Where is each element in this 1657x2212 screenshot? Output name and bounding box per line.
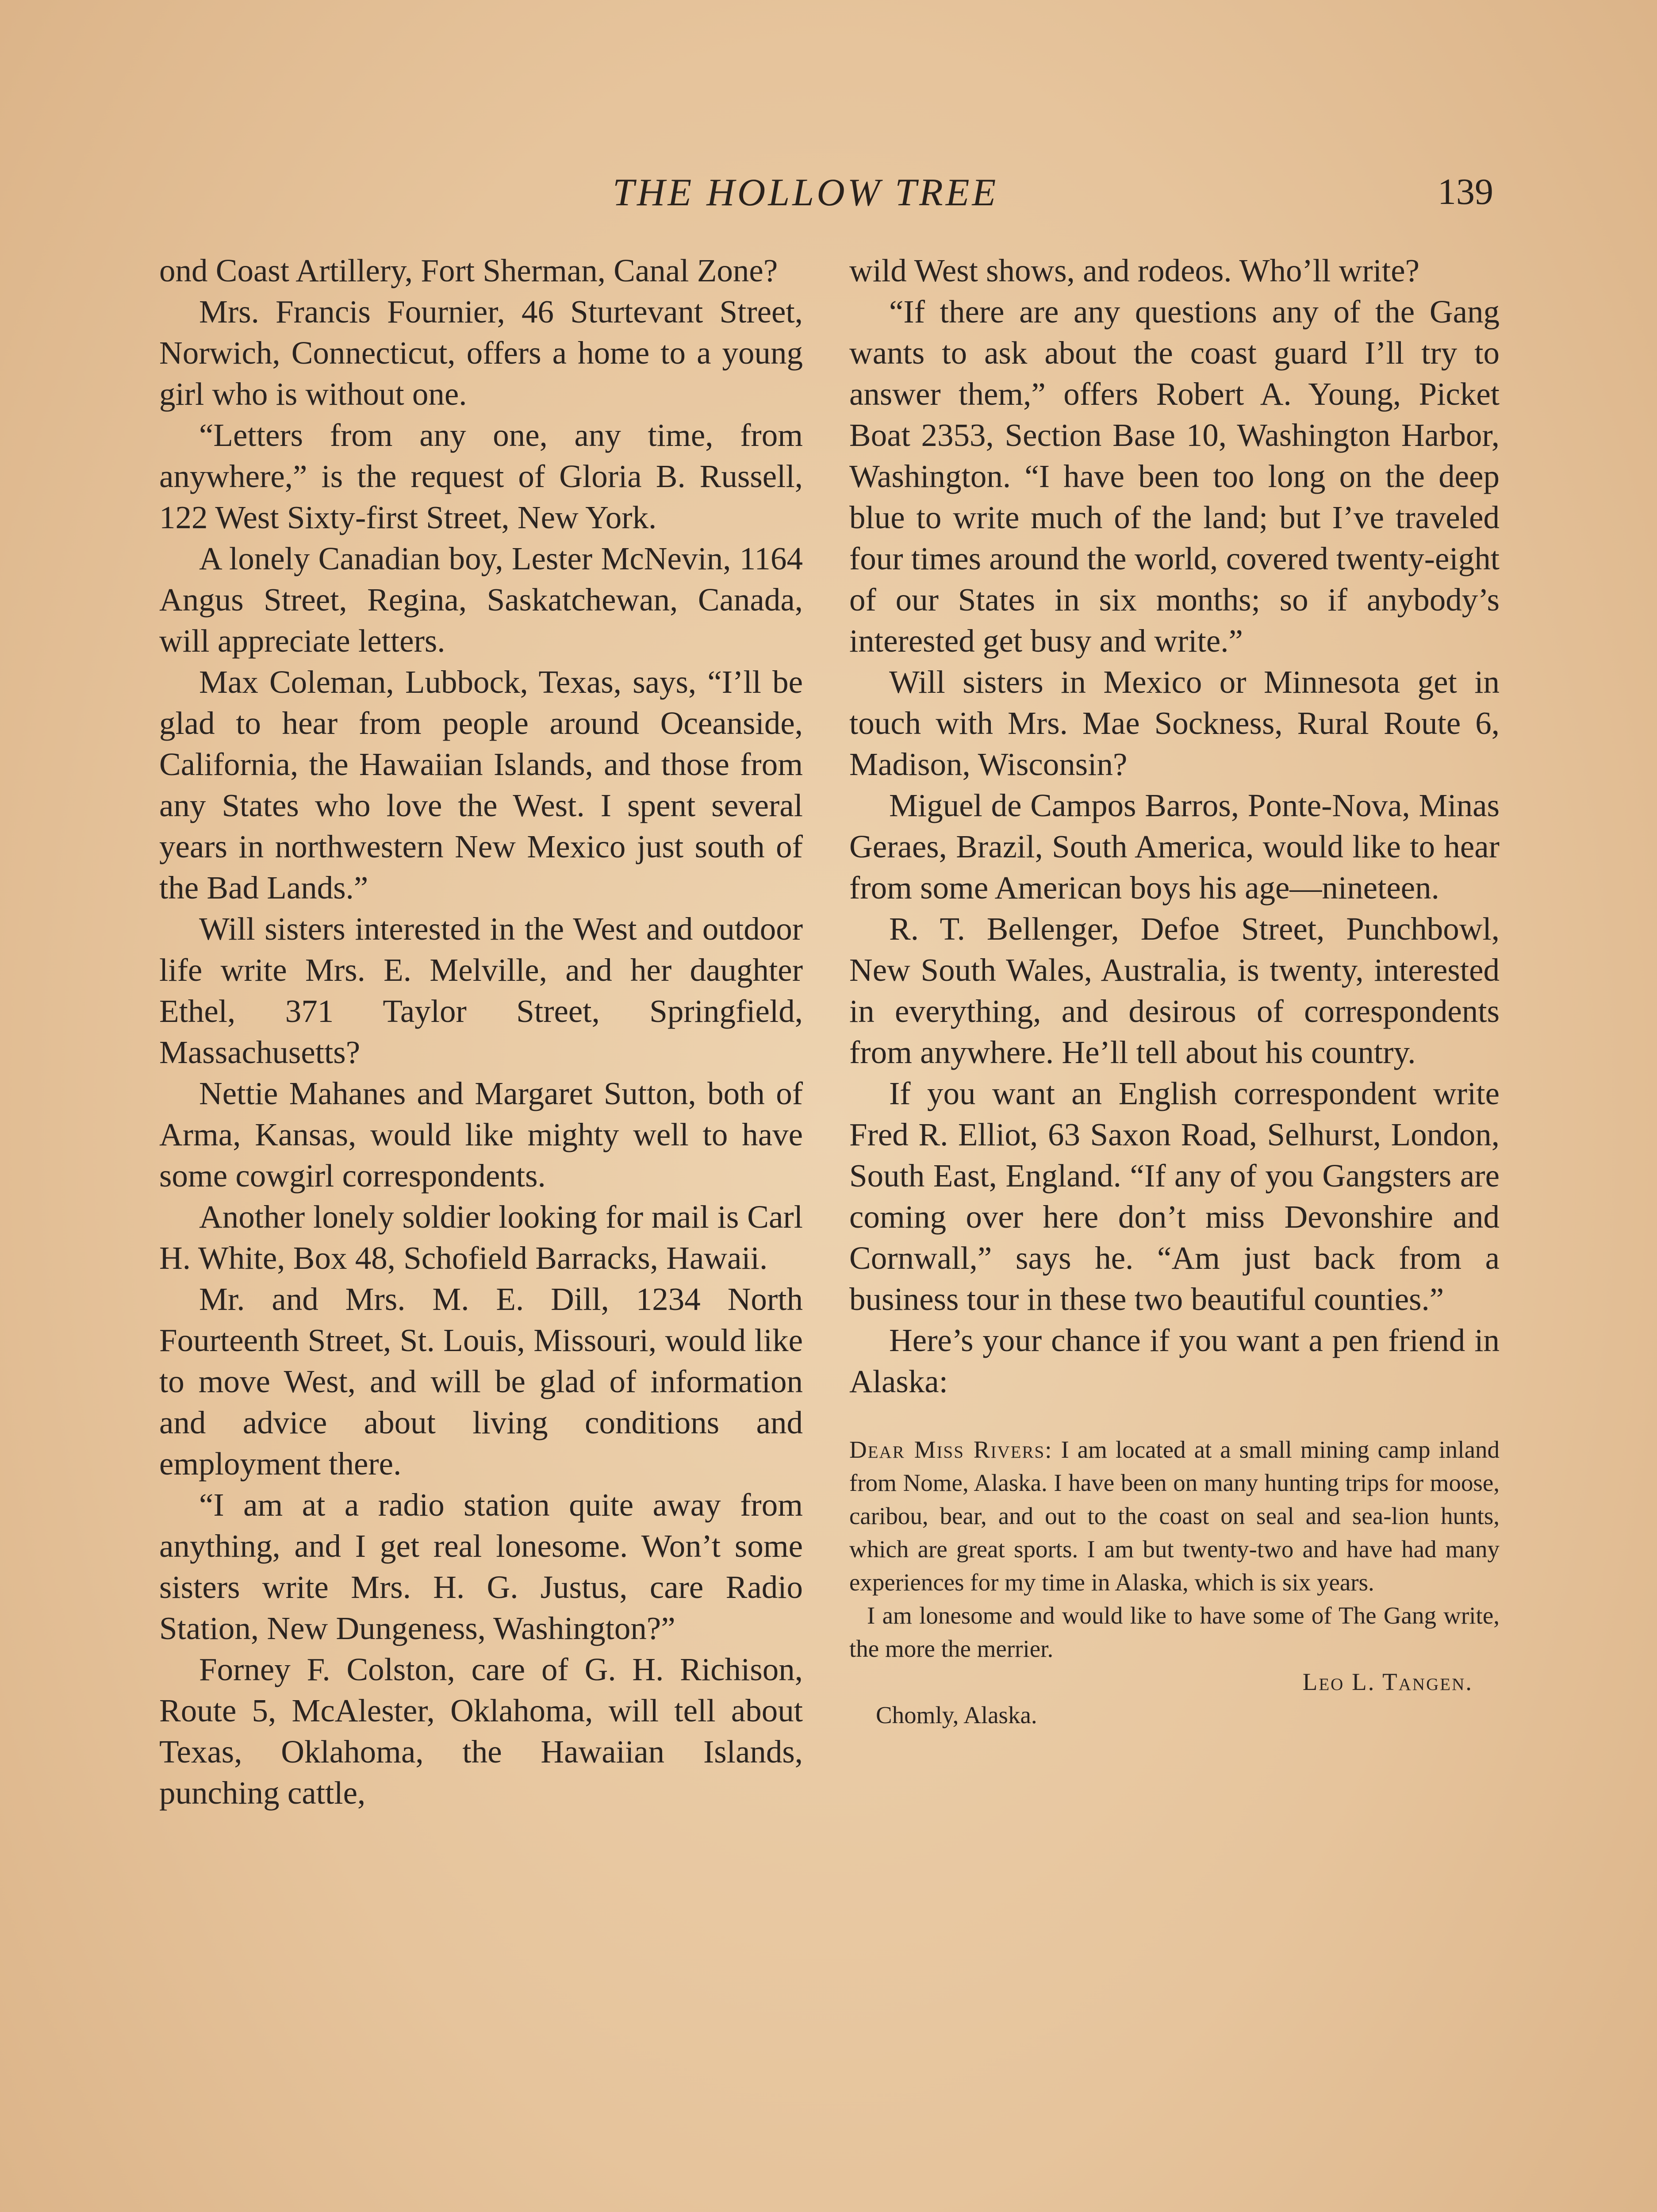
paragraph: Will sisters in Mexico or Minnesota get in touch with Mrs. Mae Sockness, Rural Route 6, Madison, Wisconsin? — [849, 664, 1500, 782]
page-number: 139 — [1438, 171, 1493, 212]
letter-body-text: I am located at a small mining camp inland from Nome, Alaska. I have been on many hunting trips for moose, caribou, bear, and out to the coast on seal and sea-lion hunts, which are great sports. I am but twenty-two and have had many experiences for my time in Alaska, which is six years. — [849, 1436, 1500, 1596]
paragraph: Nettie Mahanes and Margaret Sutton, both of Arma, Kansas, would like mighty well to have some cowgirl correspondents. — [159, 1075, 803, 1194]
paragraph: Here’s your chance if you want a pen friend in Alaska: — [849, 1322, 1500, 1399]
paragraph: Miguel de Campos Barros, Ponte-Nova, Minas Geraes, Brazil, South America, would like to hear from some American boys his age—nineteen. — [849, 787, 1500, 906]
page-header — [0, 170, 1657, 223]
letter-place: Chomly, Alaska. — [876, 1701, 1037, 1728]
paragraph: Forney F. Colston, care of G. H. Richison, Route 5, McAlester, Oklahoma, will tell about Texas, Oklahoma, the Hawaiian Islands, punching cattle, — [159, 1651, 803, 1811]
paragraph: “I am at a radio station quite away from anything, and I get real lonesome. Won’t some sisters write Mrs. H. G. Justus, care Radio Station, New Dungeness, Washington?” — [159, 1487, 803, 1646]
paragraph: Mrs. Francis Fournier, 46 Sturtevant Street, Norwich, Connecticut, offers a home to a young girl who is without one. — [159, 294, 803, 412]
letter-body — [849, 1433, 1500, 1599]
letter-salutation: Dear Miss Rivers: — [849, 1436, 1053, 1463]
letter-body-continued: I am lonesome and would like to have some of The Gang write, the more the merrier. — [849, 1602, 1500, 1662]
paragraph: A lonely Canadian boy, Lester McNevin, 1164 Angus Street, Regina, Saskatchewan, Canada, will appreciate letters. — [159, 541, 803, 659]
paragraph: wild West shows, and rodeos. Who’ll write? — [849, 253, 1420, 288]
running-title: THE HOLLOW TREE — [613, 171, 999, 214]
left-column — [159, 250, 803, 1813]
paragraph: Will sisters interested in the West and outdoor life write Mrs. E. Melville, and her daughter Ethel, 371 Taylor Street, Springfield, Massachusetts? — [159, 911, 803, 1070]
reader-letter — [849, 1433, 1500, 1732]
paragraph: “Letters from any one, any time, from anywhere,” is the request of Gloria B. Russell, 122 West Sixty-first Street, New York. — [159, 417, 803, 535]
paragraph: If you want an English correspondent write Fred R. Elliot, 63 Saxon Road, Selhurst, London, South East, England. “If any of you Gangsters are coming over here don’t miss Devonshire and Cornwall,” says he. “Am just back from a business tour in these two beautiful counties.” — [849, 1075, 1500, 1317]
paragraph: Mr. and Mrs. M. E. Dill, 1234 North Fourteenth Street, St. Louis, Missouri, would like to move West, and will be glad of information and advice about living conditions and employment there. — [159, 1281, 803, 1482]
right-column — [849, 250, 1500, 1732]
paragraph: ond Coast Artillery, Fort Sherman, Canal Zone? — [159, 253, 778, 288]
paragraph: Another lonely soldier looking for mail is Carl H. White, Box 48, Schofield Barracks, Hawaii. — [159, 1199, 803, 1276]
paragraph: R. T. Bellenger, Defoe Street, Punchbowl, New South Wales, Australia, is twenty, interested in everything, and desirous of correspondents from anywhere. He’ll tell about his country. — [849, 911, 1500, 1070]
letter-signature: Leo L. Tangen. — [1302, 1668, 1473, 1695]
paragraph: “If there are any questions any of the Gang wants to ask about the coast guard I’ll try to answer them,” offers Robert A. Young, Picket Boat 2353, Section Base 10, Washington Harbor, Washington. “I have been too long on the deep blue to write much of the land; but I’ve traveled four times around the world, covered twenty-eight of our States in six months; so if anybody’s interested get busy and write.” — [849, 294, 1500, 659]
paragraph: Max Coleman, Lubbock, Texas, says, “I’ll be glad to hear from people around Oceanside, California, the Hawaiian Islands, and those from any States who love the West. I spent several years in northwestern New Mexico just south of the Bad Lands.” — [159, 664, 803, 906]
